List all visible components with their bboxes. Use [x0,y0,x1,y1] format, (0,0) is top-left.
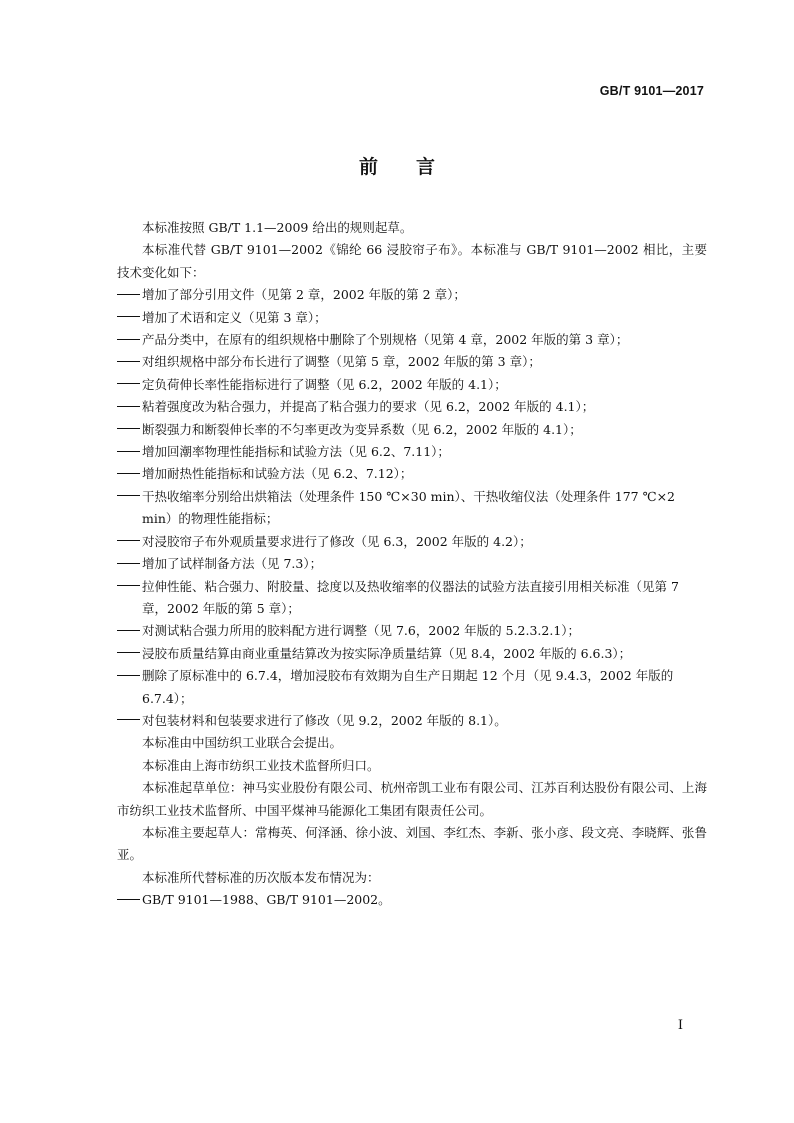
paragraph: 本标准主要起草人：常梅英、何泽涵、徐小波、刘国、李红杰、李新、张小彦、段文亮、李晓辉、张鲁亚。 [117,824,707,863]
list-item [117,576,707,621]
list-item [117,374,707,396]
paragraph: 本标准代替 GB/T 9101—2002《锦纶 66 浸胶帘子布》。本标准与 GB/T 9101—2002 相比，主要技术变化如下： [117,242,707,280]
list-item-text: 浸胶布质量结算由商业重量结算改为按实际净质量结算（见 8.4，2002 年版的 6.6.3）； [142,645,632,661]
dash-marker [117,643,142,665]
paragraph: 本标准由中国纺织工业联合会提出。 [142,735,343,751]
list-item-text: 增加回潮率物理性能指标和试验方法（见 6.2、7.11）； [142,444,450,460]
list-item-text: 产品分类中，在原有的组织规格中删除了个别规格（见第 4 章，2002 年版的第 3 章）； [142,332,629,348]
dash-marker [117,419,142,441]
list-item [117,351,707,373]
list-item-text: 增加了试样制备方法（见 7.3）； [142,556,323,572]
list-item [117,396,707,418]
list-item [117,643,707,665]
list-item-text: 增加了术语和定义（见第 3 章）； [142,309,327,325]
paragraph: 本标准所代替标准的历次版本发布情况为： [142,869,380,885]
list-item [117,441,707,463]
list-item-text: 断裂强力和断裂伸长率的不匀率更改为变异系数（见 6.2，2002 年版的 4.1）； [142,421,582,437]
list-item-text: 增加耐热性能指标和试验方法（见 6.2、7.12）； [142,466,413,482]
dash-marker [117,486,142,508]
list-item [117,553,707,575]
dash-marker [117,374,142,396]
list-item-text: 拉伸性能、粘合强力、附胶量、捻度以及热收缩率的仪器法的试验方法直接引用相关标准（见第 7 章，2002 年版的第 5 章）； [142,578,679,616]
list-item [117,486,707,531]
list-item-text: 定负荷伸长率性能指标进行了调整（见 6.2，2002 年版的 4.1）； [142,376,507,392]
list-item [117,307,707,329]
dash-marker [117,329,142,351]
list-item [117,419,707,441]
list-item-text: GB/T 9101—1988、GB/T 9101—2002。 [142,892,391,908]
dash-marker [117,307,142,329]
list-item [117,710,707,732]
dash-marker [117,284,142,306]
dash-marker [117,351,142,373]
dash-marker [117,710,142,732]
list-item [117,665,707,710]
list-item-text: 对组织规格中部分布长进行了调整（见第 5 章，2002 年版的第 3 章）； [142,354,541,370]
paragraph: 本标准按照 GB/T 1.1—2009 给出的规则起草。 [142,220,413,235]
changes-list [117,284,707,732]
list-item [117,329,707,351]
list-item-text: 删除了原标准中的 6.7.4，增加浸胶布有效期为自生产日期起 12 个月（见 9.4.3，2002 年版的 6.7.4）； [142,668,674,706]
history-list [117,889,707,911]
dash-marker [117,889,142,911]
list-item [117,620,707,642]
list-item-text: 干热收缩率分别给出烘箱法（处理条件 150 ℃×30 min）、干热收缩仪法（处理条件 177 ℃×2 min）的物理性能指标； [142,488,676,527]
page-title: 前 言 [358,156,435,178]
list-item [117,284,707,306]
paragraph: 本标准由上海市纺织工业技术监督所归口。 [142,757,380,773]
list-item-text: 增加了部分引用文件（见第 2 章，2002 年版的第 2 章）； [142,287,466,303]
dash-marker [117,620,142,642]
list-item [117,531,707,553]
page-number: I [677,1018,683,1033]
list-item-text: 对包装材料和包装要求进行了修改（见 9.2，2002 年版的 8.1）。 [142,712,507,728]
list-item [117,463,707,485]
list-item-text: 粘着强度改为粘合强力，并提高了粘合强力的要求（见 6.2，2002 年版的 4.1）； [142,399,595,415]
list-item-text: 对浸胶帘子布外观质量要求进行了修改（见 6.3，2002 年版的 4.2）； [142,533,532,549]
list-item-text: 对测试粘合强力所用的胶料配方进行调整（见 7.6，2002 年版的 5.2.3.2.1）； [142,623,581,639]
dash-marker [117,553,142,575]
dash-marker [117,396,142,418]
dash-marker [117,531,142,553]
dash-marker [117,463,142,485]
foreword-body [117,217,707,912]
paragraph: 本标准起草单位：神马实业股份有限公司、杭州帝凯工业布有限公司、江苏百利达股份有限公司、上海市纺织工业技术监督所、中国平煤神马能源化工集团有限责任公司。 [117,780,707,818]
list-item [117,889,707,911]
dash-marker [117,665,142,687]
dash-marker [117,441,142,463]
dash-marker [117,576,142,598]
standard-code: GB/T 9101—2017 [599,84,704,98]
